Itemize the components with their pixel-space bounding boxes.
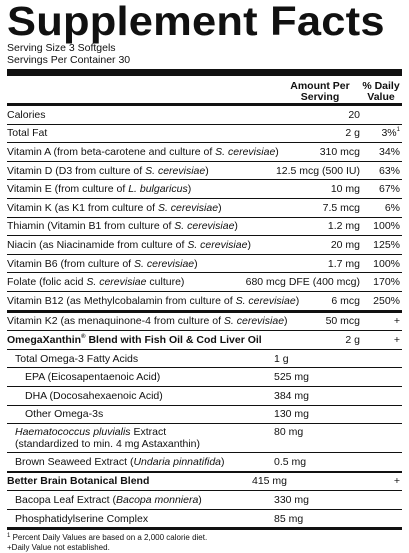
nutrient-daily-value: 125%: [373, 238, 400, 251]
omega-other-row: Other Omega-3s 130 mg: [7, 405, 402, 424]
nutrient-name: Vitamin K (as K1 from culture of S. cerevisiae): [7, 201, 222, 214]
nutrient-row: [7, 161, 402, 180]
divider-thick: [7, 69, 402, 76]
bacopa-row: Bacopa Leaf Extract (Bacopa monniera) 330 mg: [7, 490, 402, 509]
servings-per-container: Servings Per Container 30: [7, 54, 131, 66]
serving-size: Serving Size 3 Softgels: [7, 42, 116, 54]
nutrient-name: Vitamin K2 (as menaquinone-4 from culture of S. cerevisiae): [7, 315, 288, 328]
nutrient-row: [7, 217, 402, 236]
nutrient-name: OmegaXanthin® Blend with Fish Oil & Cod Liver Oil: [7, 333, 262, 346]
nutrient-name: Thiamin (Vitamin B1 from culture of S. cerevisiae): [7, 220, 238, 233]
nutrient-name: Vitamin B6 (from culture of S. cerevisiae): [7, 257, 198, 270]
nutrient-name: Vitamin B12 (as Methylcobalamin from culture of S. cerevisiae): [7, 294, 300, 307]
omega-dha-row: DHA (Docosahexaenoic Acid) 384 mg: [7, 386, 402, 405]
footnote-1: $^1$ Percent Daily Values are based on a 2,000 calorie diet.: [7, 533, 208, 543]
nutrient-daily-value: 34%: [378, 145, 400, 158]
nutrient-name: Vitamin E (from culture of L. bulgaricus): [7, 183, 192, 196]
nutrient-name: Vitamin D (D3 from culture of S. cerevisiae): [7, 164, 209, 177]
omega-epa-row: EPA (Eicosapentaenoic Acid) 525 mg: [7, 367, 402, 386]
nutrient-amount: 12.5 mcg (500 IU): [275, 164, 360, 177]
nutrient-row: [7, 198, 402, 217]
nutrient-daily-value: 6%: [384, 201, 400, 214]
nutrient-row: [7, 291, 402, 310]
nutrient-daily-value: +: [393, 315, 400, 328]
nutrient-name: Vitamin A (from beta-carotene and culture of S. cerevisiae): [7, 145, 279, 158]
nutrient-amount: 50 mcg: [325, 315, 360, 328]
nutrient-row: [7, 142, 402, 161]
panel-title: Supplement Facts: [7, 0, 385, 44]
nutrient-row: [7, 272, 402, 291]
nutrient-row: [7, 124, 402, 143]
omega-total-row: Total Omega-3 Fatty Acids 1 g: [7, 349, 402, 368]
nutrient-rows: [7, 106, 402, 310]
nutrient-amount: 2 g: [345, 127, 360, 140]
column-header: [7, 76, 402, 103]
nutrient-name: Calories: [7, 108, 46, 121]
nutrient-daily-value: 100%: [373, 257, 400, 270]
daily-value-header: % Daily Value: [362, 80, 400, 103]
phosphatidylserine-row: Phosphatidylserine Complex 85 mg: [7, 509, 402, 528]
nutrient-amount: 680 mcg DFE (400 mcg): [245, 276, 360, 289]
amount-header: Amount Per Serving: [290, 80, 350, 103]
nutrient-row: [7, 179, 402, 198]
nutrient-name: Folate (folic acid S. cerevisiae culture): [7, 276, 185, 289]
nutrient-row: [7, 313, 402, 331]
nutrient-amount: 1.7 mg: [327, 257, 360, 270]
nutrient-name: Total Fat: [7, 127, 48, 140]
nutrient-daily-value: +: [393, 333, 400, 346]
footnote-2: +Daily Value not established.: [7, 543, 110, 553]
nutrient-row: [7, 254, 402, 273]
nutrient-daily-value: 63%: [378, 164, 400, 177]
footnotes: [7, 533, 402, 553]
divider-medium: [7, 527, 402, 530]
nutrient-daily-value: 67%: [378, 183, 400, 196]
brain-blend-row: Better Brain Botanical Blend 415 mg +: [7, 471, 402, 491]
nutrient-amount: 2 g: [345, 333, 360, 346]
nutrient-amount: 7.5 mcg: [322, 201, 360, 214]
nutrient-row: [7, 235, 402, 254]
nutrient-row: [7, 106, 402, 124]
nutrient-daily-value: 170%: [373, 276, 400, 289]
nutrient-daily-value: 100%: [373, 220, 400, 233]
nutrient-rows-2: [7, 313, 402, 349]
nutrient-amount: 10 mg: [330, 183, 360, 196]
haematococcus-row: Haematococcus pluvialis Extract (standardized to min. 4 mg Astaxanthin) 80 mg: [7, 423, 402, 452]
seaweed-row: Brown Seaweed Extract (Undaria pinnatifida) 0.5 mg: [7, 452, 402, 471]
nutrient-daily-value: 3%$^1$: [381, 127, 400, 140]
nutrient-amount: 1.2 mg: [327, 220, 360, 233]
nutrient-amount: 6 mcg: [331, 294, 360, 307]
nutrient-row: [7, 330, 402, 349]
nutrient-amount: 20: [348, 108, 360, 121]
nutrient-amount: 20 mg: [330, 238, 360, 251]
nutrient-daily-value: 250%: [373, 294, 400, 307]
nutrient-amount: 310 mcg: [319, 145, 360, 158]
nutrient-name: Niacin (as Niacinamide from culture of S. cerevisiae): [7, 238, 251, 251]
